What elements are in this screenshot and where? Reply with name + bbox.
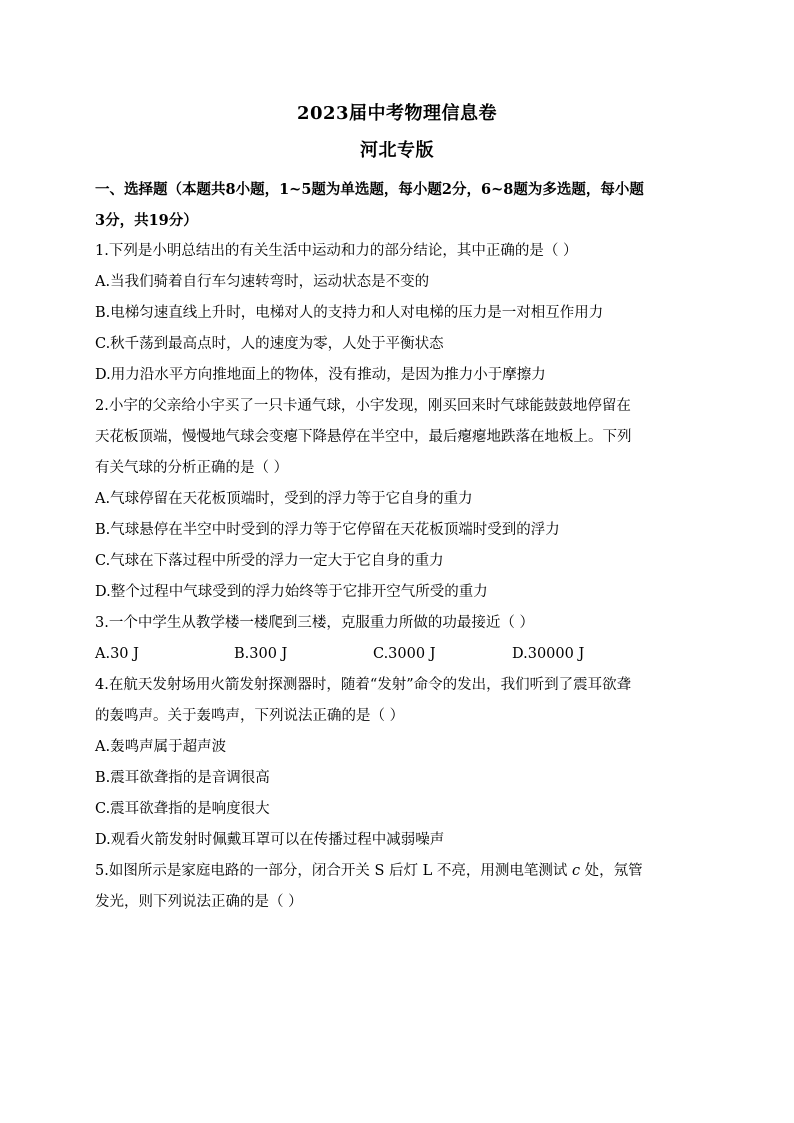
question-3 [95,608,705,670]
question-4-option-a: A.轰鸣声属于超声波 [95,739,227,755]
question-2-option-b: B.气球悬停在半空中时受到的浮力等于它停留在天花板顶端时受到的浮力 [95,522,560,538]
question-4-stem-line-1: 4.在航天发射场用火箭发射探测器时，随着“发射”命令的发出，我们听到了震耳欲聋 [95,677,632,693]
question-1-option-d: D.用力沿水平方向推地面上的物体，没有推动，是因为推力小于摩擦力 [95,367,546,383]
question-2-stem-line-3: 有关气球的分析正确的是（ ） [95,460,289,476]
question-5-stem-pre: 5.如图所示是家庭电路的一部分，闭合开关 S 后灯 L 不亮，用测电笔测试 [95,863,572,879]
question-2-option-a: A.气球停留在天花板顶端时，受到的浮力等于它自身的重力 [95,491,473,507]
question-3-option-d: D.30000 J [512,646,585,662]
question-5-point-label: c [571,863,581,879]
question-4-option-b: B.震耳欲聋指的是音调很高 [95,770,270,786]
exam-content [95,174,705,918]
question-2-option-c: C.气球在下落过程中所受的浮力一定大于它自身的重力 [95,553,444,569]
question-2-stem-line-1: 2.小宇的父亲给小宇买了一只卡通气球，小宇发现，刚买回来时气球能鼓鼓地停留在 [95,398,631,414]
question-2-option-d: D.整个过程中气球受到的浮力始终等于它排开空气所受的重力 [95,584,488,600]
question-1-option-b: B.电梯匀速直线上升时，电梯对人的支持力和人对电梯的压力是一对相互作用力 [95,305,604,321]
question-5-stem-line-2: 发光，则下列说法正确的是（ ） [95,894,303,910]
question-3-option-c: C.3000 J [373,646,436,662]
question-2-stem-line-2: 天花板顶端，慢慢地气球会变瘪下降悬停在半空中，最后瘪瘪地跌落在地板上。下列 [95,429,632,445]
question-5-stem-line-1 [95,856,705,887]
question-3-option-a: A.30 J [95,646,139,662]
question-1-stem: 1.下列是小明总结出的有关生活中运动和力的部分结论，其中正确的是（ ） [95,243,578,259]
question-5-stem-post: 处，氖管 [580,863,643,879]
question-3-stem: 3.一个中学生从教学楼一楼爬到三楼，克服重力所做的功最接近（ ） [95,615,534,631]
section-heading-line-1: 一、选择题（本题共8小题，1~5题为单选题，每小题2分，6~8题为多选题，每小题 [95,181,644,198]
question-4-option-d: D.观看火箭发射时佩戴耳罩可以在传播过程中减弱噪声 [95,832,445,848]
question-1-option-c: C.秋千荡到最高点时，人的速度为零，人处于平衡状态 [95,336,444,352]
page-subtitle: 河北专版 [360,140,434,161]
question-1-option-a: A.当我们骑着自行车匀速转弯时，运动状态是不变的 [95,274,430,290]
section-heading-line-2: 3分，共19分） [95,212,198,229]
question-5 [95,856,705,918]
question-3-option-b: B.300 J [234,646,288,662]
question-4-option-c: C.震耳欲聋指的是响度很大 [95,801,270,817]
section-heading [95,174,705,236]
question-2 [95,391,705,608]
question-3-options [95,639,705,670]
question-4-stem-line-2: 的轰鸣声。关于轰鸣声，下列说法正确的是（ ） [95,708,405,724]
page-title: 2023届中考物理信息卷 [296,103,498,124]
question-1 [95,236,705,391]
question-4 [95,670,705,856]
